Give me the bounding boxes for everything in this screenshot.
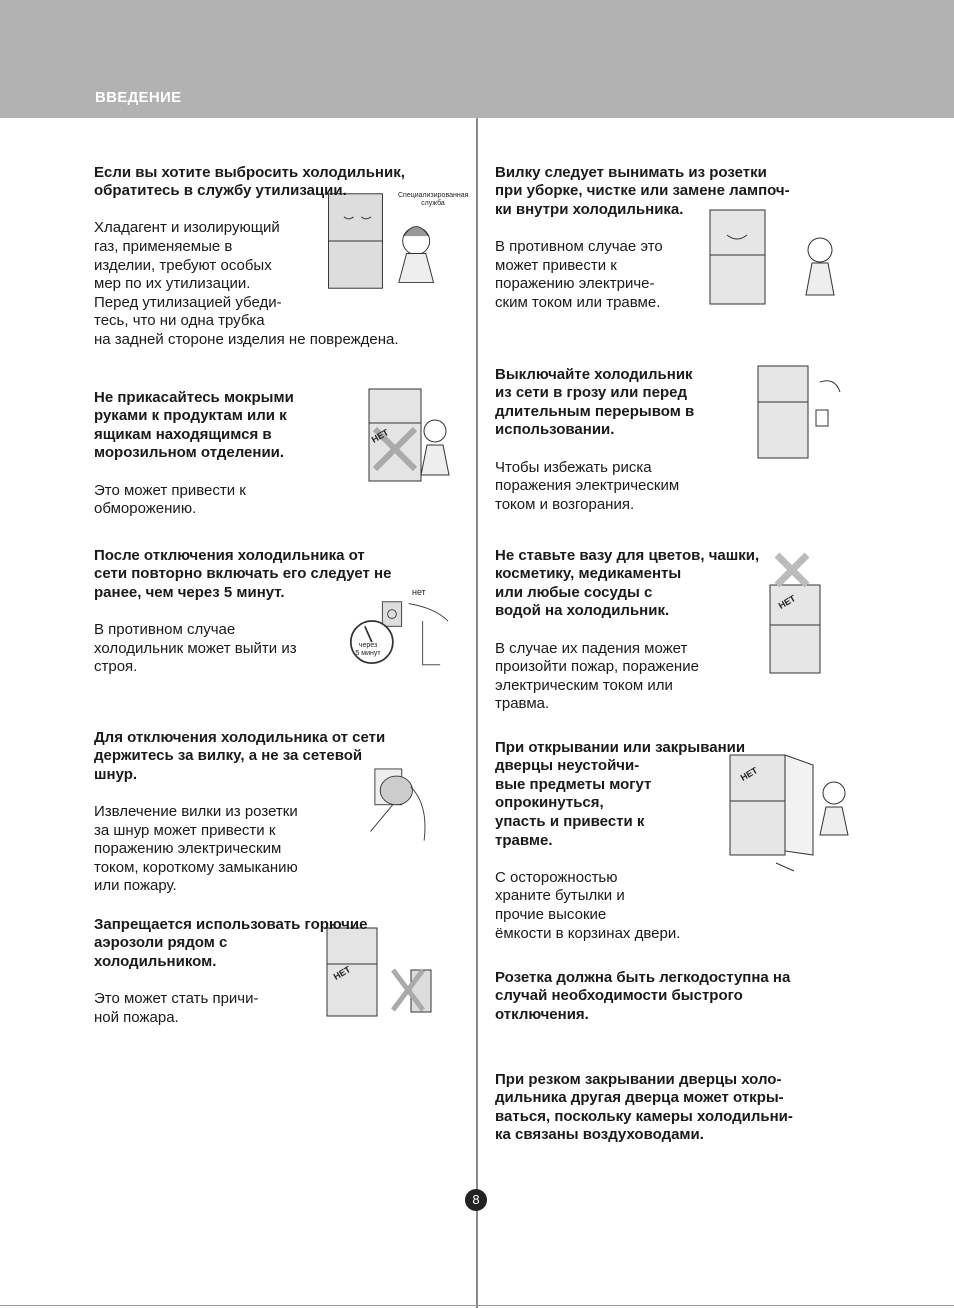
warning-heading: При открывании или закрывании дверцы неустойчи- вые предметы могут опрокинуться, упасть и привести к травме. [495,738,746,849]
warning-heading: Вилку следует вынимать из розетки при уборке, чистке или замене лампоч- ки внутри холодильника. [495,163,790,218]
bottom-rule [0,1305,954,1306]
no-label: нет [412,587,426,597]
warning-heading: Запрещается использовать горючие аэрозоли рядом с холодильником. [94,915,368,970]
warning-heading: Для отключения холодильника от сети держитесь за вилку, а не за сетевой шнур. [94,728,386,783]
column-divider [476,118,478,1308]
warning-thunderstorm [495,347,694,533]
warning-body: С осторожностью храните бутылки и прочие высокие ёмкости в корзинах двери. [495,868,681,942]
no-label: НЕТ [776,593,798,611]
storm-illustration [750,362,846,462]
warning-body: Извлечение вилки из розетки за шнур может привести к поражению электрическим током, короткому замыканию или пожару. [94,802,298,895]
wet-hands-illustration [335,375,453,487]
warning-plug [94,710,385,915]
image-caption: Специализированная служба [398,192,469,207]
section-header [0,0,954,118]
warning-unstable-items [495,720,745,962]
warning-disposal [94,145,405,368]
warning-heading: При резком закрывании дверцы холо- дильника другая дверца может откры- ваться, поскольку камеры холодильни- ка связаны воздуховодами. [495,1070,793,1144]
warning-restart-delay [94,528,391,695]
warning-body: Это может привести к обморожению. [94,481,246,518]
warning-door-closing [495,1052,793,1164]
no-label: НЕТ [369,427,391,445]
warning-body: В противном случае холодильник может выйти из строя. [94,620,297,676]
warning-body: Хладагент и изолирующий газ, применяемые в изделии, требуют особых мер по их утилизации. Перед утилизацией убеди- тесь, что ни одна трубка на задней стороне изделия не повреждена. [94,219,399,348]
warning-heading: Не ставьте вазу для цветов, чашки, косметику, медикаменты или любые сосуды с водой на холодильник. [495,546,760,620]
warning-heading: Не прикасайтесь мокрыми руками к продуктам или к ящикам находящимся в морозильном отделении. [94,388,294,462]
warning-body: Это может стать причи- ной пожара. [94,989,259,1026]
page-number: 8 [465,1189,487,1211]
warning-heading: Выключайте холодильник из сети в грозу или перед длительным перерывом в использовании. [495,365,695,439]
warning-heading: Розетка должна быть легкодоступна на случай необходимости быстрого отключения. [495,968,791,1023]
warning-body: В противном случае это может привести к поражению электриче- ским током или травме. [495,237,663,311]
vase-illustration [752,545,847,675]
section-title: ВВЕДЕНИЕ [95,89,182,106]
no-label: НЕТ [331,964,353,982]
warning-socket-access [495,950,790,1043]
warning-heading: После отключения холодильника от сети повторно включать его следует не ранее, чем через 5 минут. [94,546,392,601]
warning-body: В случае их падения может произойти пожар, поражение электрическим током или травма. [495,639,699,713]
warning-vases [495,528,759,733]
warning-aerosols [94,897,367,1046]
no-label: НЕТ [738,765,760,783]
warning-body: Чтобы избежать риска поражения электрическим током и возгорания. [495,458,680,513]
warning-heading: Если вы хотите выбросить холодильник, обратитесь в службу утилизации. [94,163,405,200]
warning-wet-hands [94,370,294,537]
clock-caption: через 5 минут [355,642,381,657]
warning-unplug-cleaning [495,145,790,331]
